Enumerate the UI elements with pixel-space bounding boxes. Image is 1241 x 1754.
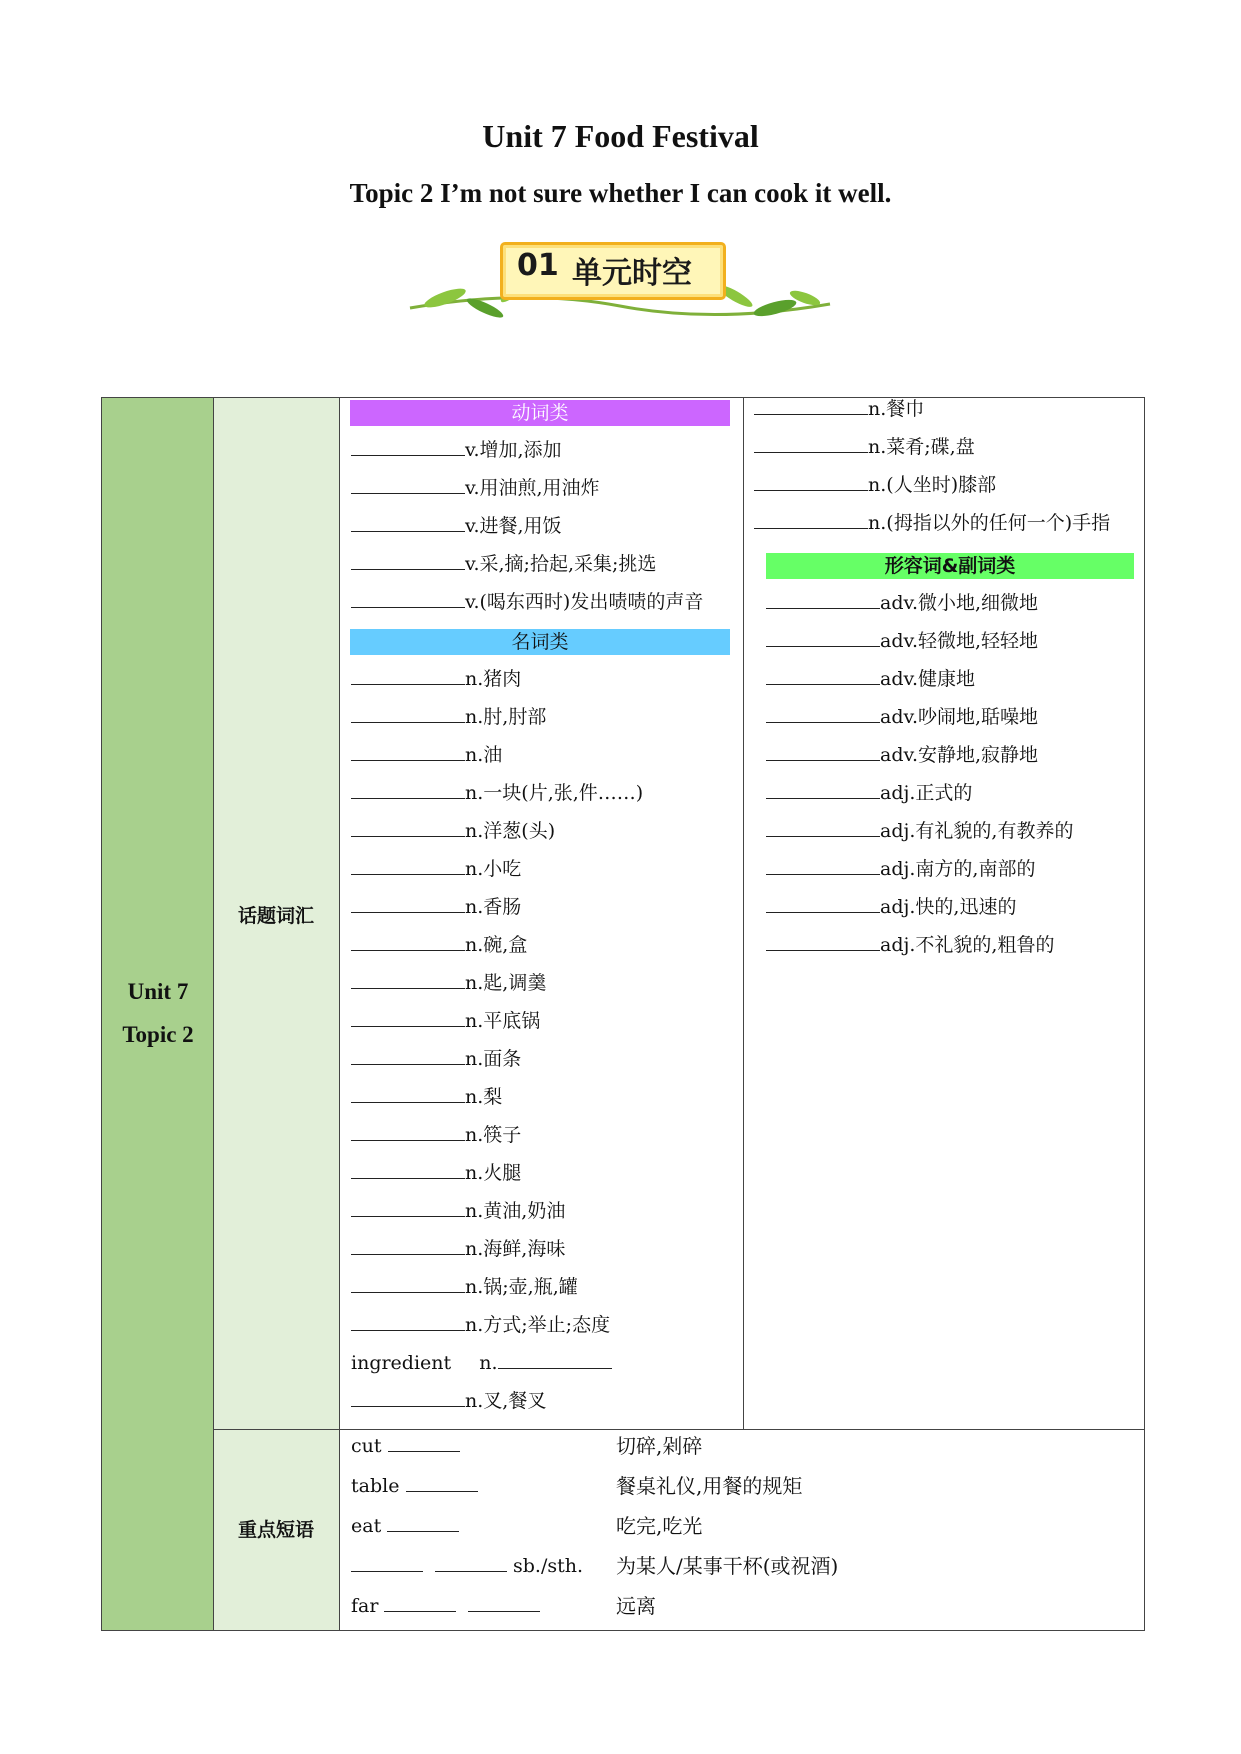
vocab-definition: n.锅;壶,瓶,罐 bbox=[465, 1276, 578, 1298]
answer-blank[interactable] bbox=[351, 1158, 465, 1179]
noun-item bbox=[351, 740, 502, 770]
answer-blank[interactable] bbox=[351, 1120, 465, 1141]
vocab-category-label: 话题词汇 bbox=[237, 905, 314, 927]
noun-item bbox=[351, 930, 527, 960]
vocab-category-cell bbox=[214, 398, 340, 1430]
answer-blank[interactable] bbox=[351, 968, 465, 989]
vocab-definition: adj.南方的,南部的 bbox=[880, 858, 1036, 880]
vocab-definition: v.进餐,用饭 bbox=[465, 515, 562, 537]
noun-item bbox=[351, 1310, 610, 1340]
answer-blank[interactable] bbox=[351, 892, 465, 913]
vocab-definition: n.海鲜,海味 bbox=[465, 1238, 566, 1260]
answer-blank[interactable] bbox=[351, 1234, 465, 1255]
noun-item bbox=[351, 1120, 521, 1150]
vocab-definition: n.肘,肘部 bbox=[465, 706, 547, 728]
answer-blank[interactable] bbox=[754, 394, 868, 415]
verb-header: 动词类 bbox=[350, 400, 730, 426]
phrase-lead-word: far bbox=[351, 1595, 385, 1617]
banner-heading: 单元时空 bbox=[572, 256, 692, 291]
answer-blank[interactable] bbox=[351, 435, 465, 456]
answer-blank[interactable] bbox=[351, 1044, 465, 1065]
noun-item-ingredient bbox=[351, 1348, 612, 1378]
noun-item bbox=[754, 432, 975, 462]
noun-item bbox=[754, 394, 924, 424]
adjadv-item bbox=[766, 702, 1038, 732]
answer-blank[interactable] bbox=[435, 1551, 507, 1572]
vocab-definition: adj.有礼貌的,有教养的 bbox=[880, 820, 1074, 842]
noun-item bbox=[351, 1386, 546, 1416]
vocab-definition: n.油 bbox=[465, 744, 503, 766]
noun-item bbox=[351, 1196, 565, 1226]
noun-item bbox=[351, 1006, 540, 1036]
answer-blank[interactable] bbox=[754, 508, 868, 529]
document-title: Unit 7 Food Festival bbox=[482, 118, 759, 154]
vocab-definition: n.平底锅 bbox=[465, 1010, 541, 1032]
phrase-english bbox=[351, 1511, 459, 1541]
vocab-definition: n.叉,餐叉 bbox=[465, 1390, 547, 1412]
vocab-definition: n.方式;举止;态度 bbox=[465, 1314, 611, 1336]
vocab-definition: n.小吃 bbox=[465, 858, 522, 880]
phrase-meaning: 切碎,剁碎 bbox=[616, 1434, 703, 1458]
answer-blank[interactable] bbox=[351, 930, 465, 951]
answer-blank[interactable] bbox=[766, 664, 880, 685]
noun-header: 名词类 bbox=[350, 629, 730, 655]
unit-label bbox=[102, 970, 214, 1056]
verb-item bbox=[351, 549, 656, 579]
vocab-definition: n.火腿 bbox=[465, 1162, 522, 1184]
vocab-definition: n.猪肉 bbox=[465, 668, 522, 690]
answer-blank[interactable] bbox=[766, 626, 880, 647]
noun-item bbox=[351, 1234, 565, 1264]
verb-item bbox=[351, 435, 562, 465]
phrase-english bbox=[351, 1431, 460, 1461]
answer-blank[interactable] bbox=[351, 549, 465, 570]
adjadv-item bbox=[766, 854, 1035, 884]
phrase-section bbox=[340, 1430, 1144, 1630]
adjadv-item bbox=[766, 626, 1038, 656]
vocabulary-table bbox=[101, 397, 1145, 1631]
phrase-lead-word: eat bbox=[351, 1515, 388, 1537]
vocab-word: ingredient bbox=[351, 1352, 470, 1374]
adjadv-item bbox=[766, 740, 1038, 770]
vocab-definition: adv.健康地 bbox=[880, 668, 976, 690]
answer-blank[interactable] bbox=[351, 1082, 465, 1103]
answer-blank[interactable] bbox=[351, 587, 465, 608]
unit-label-line1: Unit 7 bbox=[127, 979, 189, 1004]
answer-blank[interactable] bbox=[754, 470, 868, 491]
verb-item bbox=[351, 511, 562, 541]
answer-blank[interactable] bbox=[351, 1551, 423, 1572]
adjadv-item bbox=[766, 778, 972, 808]
vocab-definition: adv.吵闹地,聒噪地 bbox=[880, 706, 1039, 728]
phrase-lead-word: table bbox=[351, 1475, 406, 1497]
vocab-definition: v.(喝东西时)发出啧啧的声音 bbox=[465, 591, 704, 613]
phrase-lead-word: cut bbox=[351, 1435, 388, 1457]
section-banner bbox=[405, 238, 835, 330]
adjadv-item bbox=[766, 588, 1038, 618]
answer-blank[interactable] bbox=[351, 702, 465, 723]
vocab-definition: adj.正式的 bbox=[880, 782, 973, 804]
vocab-definition: n.香肠 bbox=[465, 896, 522, 918]
answer-blank[interactable] bbox=[766, 702, 880, 723]
document-subtitle: Topic 2 I’m not sure whether I can cook it well. bbox=[349, 178, 892, 208]
answer-blank[interactable] bbox=[754, 432, 868, 453]
answer-blank[interactable] bbox=[766, 854, 880, 875]
answer-blank[interactable] bbox=[351, 854, 465, 875]
vocab-definition: v.采,摘;拾起,采集;挑选 bbox=[465, 553, 657, 575]
answer-blank[interactable] bbox=[351, 778, 465, 799]
answer-blank[interactable] bbox=[468, 1591, 540, 1612]
verb-item bbox=[351, 587, 703, 617]
answer-blank[interactable] bbox=[766, 778, 880, 799]
answer-blank[interactable] bbox=[351, 511, 465, 532]
answer-blank[interactable] bbox=[766, 740, 880, 761]
answer-blank[interactable] bbox=[351, 473, 465, 494]
noun-item bbox=[351, 1158, 521, 1188]
vocab-definition: n.面条 bbox=[465, 1048, 522, 1070]
vocab-definition: n.匙,调羹 bbox=[465, 972, 547, 994]
noun-item bbox=[351, 816, 555, 846]
noun-item bbox=[351, 854, 521, 884]
answer-blank[interactable] bbox=[351, 1386, 465, 1407]
answer-blank[interactable] bbox=[766, 892, 880, 913]
vocab-definition: adj.不礼貌的,粗鲁的 bbox=[880, 934, 1055, 956]
vocab-definition: adv.安静地,寂静地 bbox=[880, 744, 1039, 766]
answer-blank[interactable] bbox=[351, 1196, 465, 1217]
vocab-definition: n.筷子 bbox=[465, 1124, 522, 1146]
adjadv-item bbox=[766, 816, 1073, 846]
noun-item bbox=[351, 1082, 502, 1112]
answer-blank[interactable] bbox=[766, 930, 880, 951]
vocab-left-column bbox=[340, 398, 744, 1430]
noun-item bbox=[351, 968, 546, 998]
answer-blank[interactable] bbox=[498, 1348, 612, 1369]
unit-label-line2: Topic 2 bbox=[122, 1022, 194, 1047]
adjadv-item bbox=[766, 664, 975, 694]
answer-blank[interactable] bbox=[351, 740, 465, 761]
phrase-category-cell bbox=[214, 1430, 340, 1630]
vocab-definition: n.(拇指以外的任何一个)手指 bbox=[868, 512, 1111, 534]
answer-blank[interactable] bbox=[351, 816, 465, 837]
answer-blank[interactable] bbox=[351, 664, 465, 685]
part-of-speech: n. bbox=[479, 1352, 498, 1374]
vocab-definition: n.黄油,奶油 bbox=[465, 1200, 566, 1222]
adjadv-item bbox=[766, 892, 1016, 922]
phrase-category-label: 重点短语 bbox=[237, 1519, 314, 1541]
vocab-right-column bbox=[744, 398, 1144, 1430]
vocab-definition: n.菜肴;碟,盘 bbox=[868, 436, 975, 458]
answer-blank[interactable] bbox=[766, 816, 880, 837]
vocab-definition: v.增加,添加 bbox=[465, 439, 562, 461]
vocab-definition: n.梨 bbox=[465, 1086, 503, 1108]
phrase-meaning: 吃完,吃光 bbox=[616, 1514, 703, 1538]
vocab-definition: n.一块(片,张,件……) bbox=[465, 782, 644, 804]
answer-blank[interactable] bbox=[388, 1431, 460, 1452]
vocab-definition: n.洋葱(头) bbox=[465, 820, 556, 842]
phrase-tail-word: sb./sth. bbox=[513, 1555, 584, 1577]
vocab-definition: n.餐巾 bbox=[868, 398, 925, 420]
verb-item bbox=[351, 473, 600, 503]
noun-item bbox=[754, 470, 996, 500]
unit-column bbox=[102, 398, 214, 1630]
noun-item bbox=[351, 664, 521, 694]
answer-blank[interactable] bbox=[351, 1006, 465, 1027]
adjadv-header: 形容词&副词类 bbox=[766, 553, 1134, 579]
phrase-meaning: 为某人/某事干杯(或祝酒) bbox=[616, 1554, 839, 1578]
noun-item bbox=[351, 702, 546, 732]
vocab-definition: v.用油煎,用油炸 bbox=[465, 477, 600, 499]
vocab-definition: n.碗,盒 bbox=[465, 934, 528, 956]
answer-blank[interactable] bbox=[351, 1310, 465, 1331]
answer-blank[interactable] bbox=[351, 1272, 465, 1293]
noun-item bbox=[351, 778, 643, 808]
answer-blank[interactable] bbox=[387, 1511, 459, 1532]
vocab-definition: adv.微小地,细微地 bbox=[880, 592, 1039, 614]
noun-item bbox=[351, 1272, 578, 1302]
vocab-definition: adv.轻微地,轻轻地 bbox=[880, 630, 1039, 652]
banner-number: 01 bbox=[517, 248, 559, 283]
adjadv-item bbox=[766, 930, 1054, 960]
answer-blank[interactable] bbox=[384, 1591, 456, 1612]
phrase-english bbox=[351, 1591, 540, 1621]
phrase-meaning: 远离 bbox=[616, 1594, 656, 1618]
answer-blank[interactable] bbox=[766, 588, 880, 609]
answer-blank[interactable] bbox=[406, 1471, 478, 1492]
vocab-definition: adj.快的,迅速的 bbox=[880, 896, 1017, 918]
phrase-english bbox=[351, 1471, 478, 1501]
vocab-definition: n.(人坐时)膝部 bbox=[868, 474, 997, 496]
phrase-english bbox=[351, 1551, 583, 1581]
phrase-meaning: 餐桌礼仪,用餐的规矩 bbox=[616, 1474, 803, 1498]
noun-item bbox=[754, 508, 1110, 538]
noun-item bbox=[351, 1044, 521, 1074]
noun-item bbox=[351, 892, 521, 922]
